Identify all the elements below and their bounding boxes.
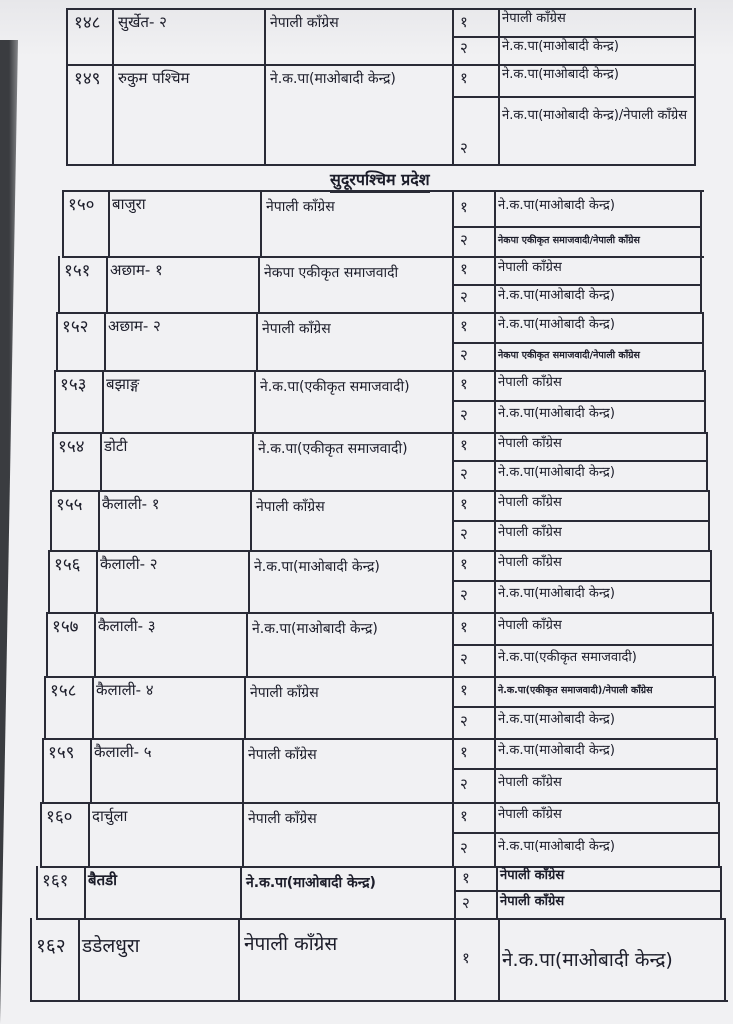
- entry-candidate: नेपाली काँग्रेस: [498, 375, 562, 390]
- row-party: ने.क.पा(एकीकृत समाजवादी): [258, 441, 408, 457]
- table-rule: [46, 612, 48, 678]
- entry-candidate: ने.क.पा(माओबादी केन्द्र): [498, 743, 615, 758]
- table-rule: [30, 918, 32, 1002]
- table-rule: [452, 832, 720, 834]
- table-rule: [714, 676, 716, 740]
- row-district: बैतडी: [88, 871, 118, 889]
- table-rule: [54, 370, 56, 434]
- entry-rank: १: [460, 495, 468, 513]
- table-rule: [494, 190, 496, 258]
- table-rule: [260, 190, 262, 258]
- entry-rank: १: [460, 260, 468, 278]
- entry-candidate: ने.क.पा(माओबादी केन्द्र): [498, 198, 615, 213]
- row-party: नेपाली काँग्रेस: [266, 199, 335, 215]
- entry-rank: २: [460, 39, 468, 57]
- table-rule: [452, 644, 714, 646]
- table-rule: [92, 676, 94, 740]
- table-rule: [54, 432, 708, 434]
- table-rule: [66, 8, 692, 10]
- row-party: नेपाली काँग्रेस: [244, 933, 338, 955]
- table-rule: [494, 432, 496, 492]
- row-serial: १५३: [60, 375, 87, 395]
- row-district: रुकुम पश्चिम: [118, 69, 190, 87]
- table-rule: [42, 738, 44, 804]
- table-rule: [454, 890, 722, 892]
- table-rule: [700, 190, 702, 258]
- table-rule: [102, 370, 104, 434]
- entry-rank: १: [460, 198, 468, 216]
- table-rule: [40, 866, 722, 868]
- table-rule: [252, 432, 254, 492]
- table-rule: [238, 918, 240, 1002]
- table-rule: [84, 866, 86, 920]
- entry-candidate: नेपाली काँग्रेस: [498, 525, 562, 540]
- row-serial: १४८: [74, 13, 101, 33]
- entry-candidate: नेपाली काँग्रेस: [498, 618, 562, 633]
- table-rule: [56, 312, 58, 372]
- table-rule: [96, 550, 98, 614]
- table-rule: [452, 432, 454, 492]
- row-district: बझाङ्ग: [106, 375, 140, 393]
- row-district: कैलाली- २: [100, 555, 158, 573]
- entry-rank: १: [460, 375, 468, 393]
- row-district: डडेलधुरा: [82, 935, 140, 957]
- table-rule: [716, 738, 718, 804]
- entry-rank: २: [460, 231, 468, 249]
- table-rule: [48, 612, 714, 614]
- table-rule: [452, 8, 454, 166]
- table-rule: [48, 550, 50, 614]
- row-party: नेकपा एकीकृत समाजवादी: [264, 265, 399, 281]
- table-rule: [52, 490, 710, 492]
- table-rule: [704, 370, 706, 434]
- entry-candidate: ने.क.पा(माओबादी केन्द्र): [498, 406, 615, 421]
- table-rule: [494, 370, 496, 434]
- entry-candidate: ने.क.पा(एकीकृत समाजवादी): [498, 650, 637, 665]
- table-rule: [452, 550, 454, 614]
- entry-rank: १: [460, 743, 468, 761]
- entry-rank: १: [460, 807, 468, 825]
- table-rule: [50, 490, 52, 552]
- entry-rank: २: [460, 650, 468, 668]
- table-rule: [452, 768, 718, 770]
- table-rule: [452, 676, 454, 740]
- entry-rank: १: [462, 949, 470, 967]
- table-rule: [250, 490, 252, 552]
- table-rule: [498, 8, 500, 166]
- table-rule: [242, 738, 244, 804]
- row-serial: १५५: [56, 495, 83, 515]
- entry-candidate: नेपाली काँग्रेस: [498, 495, 562, 510]
- entry-candidate: नेपाली काँग्रेस: [500, 868, 565, 883]
- table-rule: [264, 8, 266, 166]
- entry-rank: २: [460, 288, 468, 306]
- entry-rank: २: [460, 775, 468, 793]
- row-serial: १५९: [48, 743, 75, 763]
- row-district: कैलाली- ३: [98, 617, 156, 635]
- table-rule: [452, 36, 694, 38]
- entry-candidate: ने.क.पा(माओबादी केन्द्र): [502, 67, 619, 82]
- row-party: नेपाली काँग्रेस: [248, 747, 317, 763]
- row-serial: १६२: [36, 935, 66, 957]
- table-rule: [452, 580, 712, 582]
- table-rule: [452, 226, 702, 228]
- entry-rank: २: [460, 839, 468, 857]
- table-rule: [66, 64, 696, 66]
- table-rule: [90, 738, 92, 804]
- entry-rank: २: [460, 139, 468, 157]
- row-party: नेपाली काँग्रेस: [262, 321, 331, 337]
- table-rule: [94, 612, 96, 678]
- entry-candidate: नेपाली काँग्रेस: [502, 11, 566, 26]
- table-rule: [56, 370, 706, 372]
- entry-rank: १: [460, 618, 468, 636]
- table-rule: [78, 918, 80, 1002]
- row-serial: १५२: [62, 317, 89, 337]
- row-party: नेपाली काँग्रेस: [270, 15, 339, 31]
- entry-candidate: नेपाली काँग्रेस: [500, 894, 565, 909]
- entry-candidate: ने.क.पा(माओबादी केन्द्र)/नेपाली काँग्रेस: [502, 108, 688, 123]
- entry-candidate: ने.क.पा(माओबादी केन्द्र): [502, 949, 673, 971]
- entry-candidate: नेकपा एकीकृत समाजवादी/नेपाली काँग्रेस: [498, 235, 640, 246]
- row-party: ने.क.पा(माओबादी केन्द्र): [270, 71, 396, 87]
- row-district: कैलाली- ४: [96, 681, 154, 699]
- table-rule: [36, 866, 38, 920]
- section-heading: सुदूरपश्चिम प्रदेश: [330, 168, 430, 193]
- table-rule: [40, 802, 42, 868]
- row-district: डोटी: [104, 437, 128, 455]
- entry-candidate: ने.क.पा(माओबादी केन्द्र): [498, 839, 615, 854]
- entry-candidate: ने.क.पा(माओबादी केन्द्र): [498, 317, 615, 332]
- row-district: दार्चुला: [92, 807, 128, 825]
- entry-rank: १: [460, 681, 468, 699]
- entry-candidate: ने.क.पा(माओबादी केन्द्र): [498, 712, 615, 727]
- row-party: नेपाली काँग्रेस: [256, 499, 325, 515]
- table-rule: [452, 284, 702, 286]
- table-rule: [46, 676, 716, 678]
- table-rule: [724, 918, 726, 1002]
- table-rule: [452, 400, 706, 402]
- table-rule: [452, 738, 454, 804]
- row-party: ने.क.पा(माओबादी केन्द्र): [246, 875, 376, 891]
- entry-rank: १: [460, 555, 468, 573]
- table-rule: [62, 256, 704, 258]
- table-rule: [452, 460, 708, 462]
- entry-candidate: नेपाली काँग्रेस: [498, 260, 562, 275]
- table-rule: [256, 312, 258, 372]
- table-rule: [100, 432, 102, 492]
- row-party: ने.क.पा(माओबादी केन्द्र): [254, 559, 380, 575]
- entry-candidate: ने.क.पा(माओबादी केन्द्र): [498, 465, 615, 480]
- row-serial: १५८: [50, 681, 77, 701]
- row-serial: १४९: [74, 69, 101, 89]
- row-serial: १५४: [58, 437, 85, 457]
- entry-candidate: ने.क.पा(माओबादी केन्द्र): [498, 288, 615, 303]
- entry-candidate: नेपाली काँग्रेस: [498, 555, 562, 570]
- row-serial: १५०: [68, 195, 95, 215]
- entry-candidate: ने.क.पा(माओबादी केन्द्र): [498, 586, 615, 601]
- table-rule: [710, 550, 712, 614]
- table-rule: [50, 550, 712, 552]
- table-rule: [36, 918, 724, 920]
- entry-candidate: नेपाली काँग्रेस: [498, 807, 562, 822]
- table-rule: [58, 256, 60, 314]
- table-rule: [452, 96, 694, 98]
- entry-rank: १: [460, 317, 468, 335]
- table-rule: [108, 190, 110, 258]
- table-rule: [248, 550, 250, 614]
- row-district: कैलाली- १: [102, 495, 160, 513]
- table-rule: [452, 342, 704, 344]
- table-rule: [494, 550, 496, 614]
- row-serial: १६०: [46, 807, 73, 827]
- entry-rank: २: [462, 894, 470, 912]
- row-party: ने.क.पा(एकीकृत समाजवादी): [260, 379, 410, 395]
- table-rule: [454, 866, 456, 920]
- table-rule: [496, 866, 498, 920]
- table-rule: [452, 706, 716, 708]
- entry-rank: २: [460, 346, 468, 364]
- entry-candidate: नेपाली काँग्रेस: [498, 775, 562, 790]
- table-rule: [98, 490, 100, 552]
- table-rule: [498, 918, 500, 1002]
- table-rule: [66, 164, 696, 166]
- table-rule: [452, 370, 454, 434]
- row-serial: १५६: [54, 555, 81, 575]
- row-district: अछाम- १: [110, 261, 163, 279]
- row-district: अछाम- २: [108, 317, 161, 335]
- table-rule: [104, 312, 106, 372]
- table-rule: [44, 676, 46, 740]
- table-rule: [88, 802, 90, 868]
- row-party: नेपाली काँग्रेस: [248, 811, 317, 827]
- table-rule: [452, 802, 454, 868]
- table-rule: [258, 256, 260, 314]
- entry-rank: २: [460, 712, 468, 730]
- table-rule: [494, 802, 496, 868]
- table-rule: [452, 520, 710, 522]
- entry-rank: २: [460, 586, 468, 604]
- table-rule: [30, 1000, 728, 1002]
- row-party: ने.क.पा(माओबादी केन्द्र): [252, 621, 378, 637]
- row-district: बाजुरा: [112, 195, 146, 213]
- table-rule: [52, 432, 54, 492]
- table-rule: [720, 866, 722, 920]
- table-rule: [44, 738, 718, 740]
- entry-rank: १: [460, 69, 468, 87]
- table-rule: [694, 8, 696, 166]
- entry-rank: २: [460, 465, 468, 483]
- row-party: नेपाली काँग्रेस: [250, 685, 319, 701]
- table-rule: [106, 256, 108, 314]
- table-rule: [494, 676, 496, 740]
- entry-rank: २: [460, 406, 468, 424]
- table-rule: [240, 866, 242, 920]
- entry-candidate: ने.क.पा(माओबादी केन्द्र): [502, 39, 619, 54]
- entry-candidate: ने.क.पा(एकीकृत समाजवादी)/नेपाली काँग्रेस: [498, 685, 653, 696]
- table-rule: [452, 190, 454, 258]
- row-serial: १६१: [42, 871, 69, 891]
- entry-candidate: नेपाली काँग्रेस: [498, 436, 562, 451]
- row-serial: १५१: [64, 261, 91, 281]
- table-rule: [454, 918, 456, 1002]
- table-rule: [718, 802, 720, 868]
- entry-rank: १: [462, 869, 470, 887]
- table-rule: [42, 802, 720, 804]
- table-rule: [706, 432, 708, 492]
- row-district: सुर्खेत- २: [118, 13, 167, 31]
- table-rule: [66, 8, 68, 166]
- table-rule: [254, 370, 256, 434]
- row-serial: १५७: [52, 617, 79, 637]
- table-rule: [494, 738, 496, 804]
- table-rule: [112, 8, 114, 166]
- table-rule: [246, 612, 248, 678]
- table-rule: [58, 312, 704, 314]
- row-district: कैलाली- ५: [94, 743, 152, 761]
- entry-rank: १: [460, 436, 468, 454]
- table-rule: [242, 802, 244, 868]
- entry-rank: २: [460, 525, 468, 543]
- entry-candidate: नेकपा एकीकृत समाजवादी/नेपाली काँग्रेस: [498, 350, 640, 361]
- table-rule: [244, 676, 246, 740]
- table-rule: [62, 190, 64, 258]
- entry-rank: १: [460, 13, 468, 31]
